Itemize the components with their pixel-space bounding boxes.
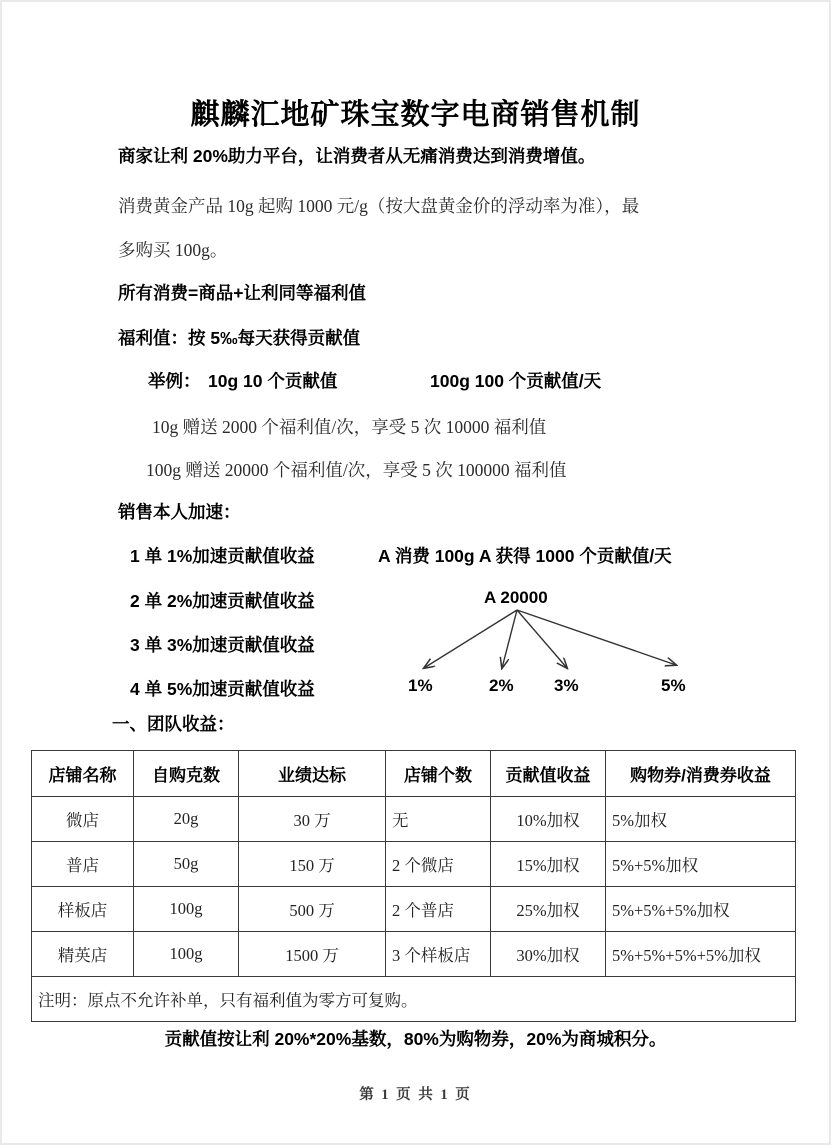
cell-shop-name: 精英店 <box>32 932 134 977</box>
cell-shop-name: 样板店 <box>32 887 134 932</box>
cell-voucher: 5%+5%+5%加权 <box>606 887 796 932</box>
cell-shop-name: 普店 <box>32 842 134 887</box>
table-header-contribution: 贡献值收益 <box>491 751 606 797</box>
cell-shop-name: 微店 <box>32 797 134 842</box>
table-row <box>32 797 796 842</box>
page-footer: 第 1 页 共 1 页 <box>359 1087 472 1103</box>
self-acceleration-item-4: 4 单 5%加速贡献值收益 <box>130 679 315 699</box>
arrow-to-1pct <box>424 610 517 668</box>
section-heading-team-earnings: 一、团队收益： <box>112 714 235 734</box>
table-header-row <box>32 751 796 797</box>
cell-performance: 150 万 <box>239 842 386 887</box>
paragraph-welfare-value-rule: 福利值：按 5‰每天获得贡献值 <box>118 328 361 348</box>
table-footnote: 注明：原点不允许补单，只有福利值为零方可复购。 <box>32 977 796 1022</box>
cell-contribution: 15%加权 <box>491 842 606 887</box>
example-right-value: 100g 100 个贡献值/天 <box>430 371 602 391</box>
cell-shop-count: 2 个微店 <box>386 842 491 887</box>
page-edge-left <box>0 0 2 1145</box>
cell-self-purchase: 20g <box>134 797 239 842</box>
page-edge-top <box>0 0 831 2</box>
cell-contribution: 25%加权 <box>491 887 606 932</box>
self-acceleration-item-3: 3 单 3%加速贡献值收益 <box>130 635 315 655</box>
cell-shop-count: 无 <box>386 797 491 842</box>
self-acceleration-heading: 销售本人加速： <box>118 502 241 522</box>
cell-shop-count: 3 个样板店 <box>386 932 491 977</box>
team-earnings-table-wrapper <box>31 750 795 1022</box>
diagram-caption: A 消费 100g A 获得 1000 个贡献值/天 <box>378 546 672 566</box>
cell-voucher: 5%+5%加权 <box>606 842 796 887</box>
table-header-shop-count: 店铺个数 <box>386 751 491 797</box>
cell-voucher: 5%加权 <box>606 797 796 842</box>
table-row <box>32 887 796 932</box>
cell-contribution: 30%加权 <box>491 932 606 977</box>
table-header-performance: 业绩达标 <box>239 751 386 797</box>
diagram-branch-label-1: 1% <box>408 676 433 695</box>
cell-self-purchase: 100g <box>134 932 239 977</box>
paragraph-gold-purchase-line1: 消费黄金产品 10g 起购 1000 元/g（按大盘黄金价的浮动率为准），最 <box>118 196 640 216</box>
self-acceleration-item-2: 2 单 2%加速贡献值收益 <box>130 591 315 611</box>
self-acceleration-item-1: 1 单 1%加速贡献值收益 <box>130 546 315 566</box>
cell-contribution: 10%加权 <box>491 797 606 842</box>
bottom-note: 贡献值按让利 20%*20%基数，80%为购物券，20%为商城积分。 <box>164 1029 667 1049</box>
table-row <box>32 842 796 887</box>
table-footnote-row <box>32 977 796 1022</box>
diagram-branch-label-4: 5% <box>661 676 686 695</box>
cell-performance: 30 万 <box>239 797 386 842</box>
diagram-branch-label-3: 3% <box>554 676 579 695</box>
gift-line-100g: 100g 赠送 20000 个福利值/次，享受 5 次 100000 福利值 <box>146 460 567 480</box>
table-row <box>32 932 796 977</box>
diagram-branch-label-2: 2% <box>489 676 514 695</box>
gift-line-10g: 10g 赠送 2000 个福利值/次，享受 5 次 10000 福利值 <box>152 417 547 437</box>
paragraph-gold-purchase-line2: 多购买 100g。 <box>118 240 228 260</box>
cell-voucher: 5%+5%+5%+5%加权 <box>606 932 796 977</box>
table-header-self-purchase: 自购克数 <box>134 751 239 797</box>
paragraph-consumption-formula: 所有消费=商品+让利同等福利值 <box>118 283 366 303</box>
table-header-voucher: 购物券/消费券收益 <box>606 751 796 797</box>
cell-self-purchase: 50g <box>134 842 239 887</box>
team-earnings-table <box>31 750 796 1022</box>
table-header-shop-name: 店铺名称 <box>32 751 134 797</box>
page-title: 麒麟汇地矿珠宝数字电商销售机制 <box>190 99 641 131</box>
cell-self-purchase: 100g <box>134 887 239 932</box>
cell-shop-count: 2 个普店 <box>386 887 491 932</box>
cell-performance: 1500 万 <box>239 932 386 977</box>
cell-performance: 500 万 <box>239 887 386 932</box>
example-label: 举例： <box>148 371 201 391</box>
example-left-value: 10g 10 个贡献值 <box>208 371 338 391</box>
diagram-root-label: A 20000 <box>484 588 548 607</box>
paragraph-merchant-discount: 商家让利 20%助力平台，让消费者从无痛消费达到消费增值。 <box>118 146 596 166</box>
